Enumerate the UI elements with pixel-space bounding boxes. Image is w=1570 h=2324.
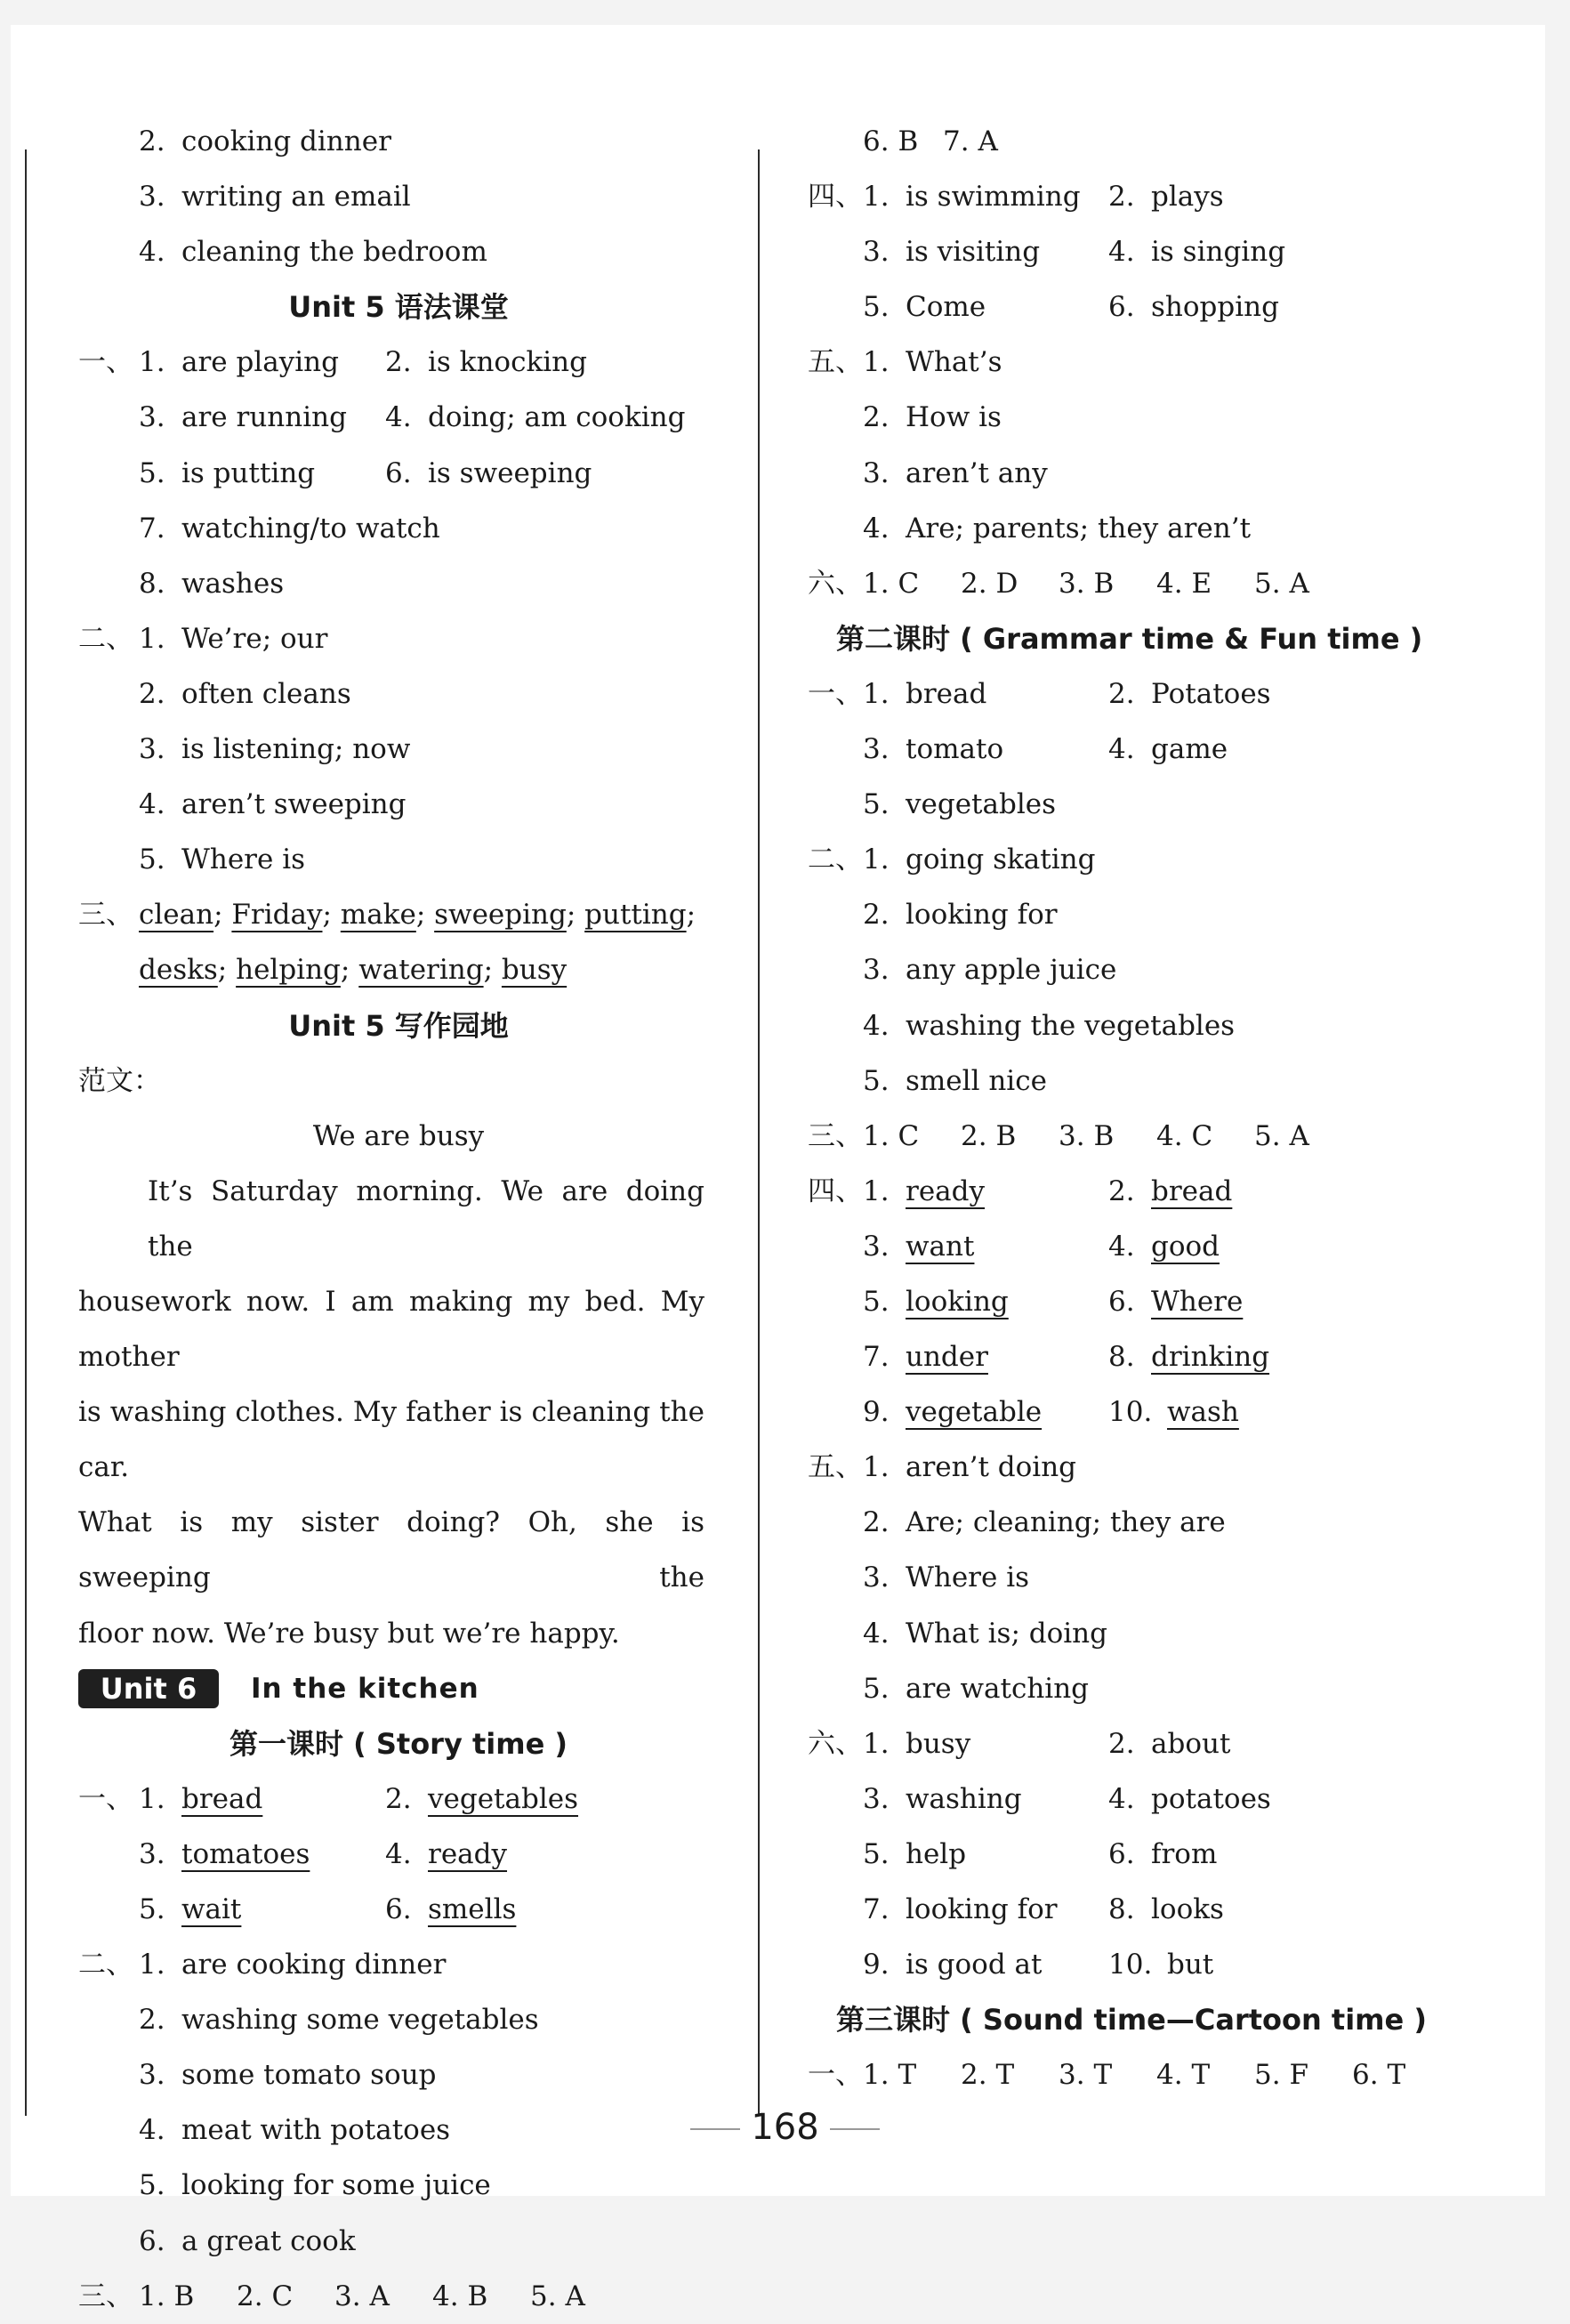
answer-line: 六、 1. busy 2. about	[808, 1727, 1231, 1760]
answer-line: 4. Are; parents; they aren’t	[863, 512, 1252, 545]
answer-line: 六、 1. C 2. D 3. B 4. E 5. A	[808, 567, 1309, 600]
answer-line: 2. How is	[863, 401, 1002, 434]
answer-line: 3. is visiting 4. is singing	[863, 236, 1286, 269]
answer-line: 8. washes	[139, 567, 285, 600]
answer-line: 一、 1. bread 2. Potatoes	[808, 677, 1271, 710]
right-column	[808, 114, 1537, 2102]
answer-line: 5. wait 6. smells	[139, 1893, 517, 1925]
answer-line: 5. help 6. from	[863, 1837, 1218, 1870]
answer-line: 7. watching/to watch	[139, 512, 440, 545]
answer-line: 3. tomatoes 4. ready	[139, 1837, 508, 1870]
section-heading: Unit 5 写作园地	[288, 1008, 509, 1043]
answer-line: 三、 clean; Friday; make; sweeping; putting;	[78, 899, 696, 932]
answer-line: 2. Are; cleaning; they are	[863, 1506, 1226, 1539]
answer-line: 9. is good at 10. but	[863, 1949, 1214, 1981]
answer-line: 3. washing 4. potatoes	[863, 1782, 1271, 1815]
section-heading: 第一课时 ( Story time )	[229, 1726, 568, 1761]
answer-line: 5. is putting 6. is sweeping	[139, 456, 592, 489]
left-margin-rule	[25, 149, 27, 2116]
answer-line: 7. under 8. drinking	[863, 1341, 1270, 1374]
answer-line: 四、 1. is swimming 2. plays	[808, 181, 1224, 214]
answer-line: 三、 1. C 2. B 3. B 4. C 5. A	[808, 1119, 1309, 1152]
answer-line: 5. Where is	[139, 843, 306, 876]
answer-line: 一、 1. T 2. T 3. T 4. T 5. F 6. T	[808, 2059, 1406, 2092]
answer-line: 5. Come 6. shopping	[863, 291, 1279, 324]
answer-line: 4. washing the vegetables	[863, 1009, 1236, 1042]
answer-line: 6. a great cook	[139, 2224, 356, 2257]
answer-line: 四、 1. ready 2. bread	[808, 1174, 1233, 1207]
answer-line: 5. vegetables	[863, 788, 1057, 821]
essay-line: It’s Saturday morning. We are doing the	[148, 1174, 704, 1263]
answer-line: 4. aren’t sweeping	[139, 788, 407, 821]
essay-line: housework now. I am making my bed. My mother	[78, 1285, 704, 1374]
answer-line: 4. What is; doing	[863, 1617, 1107, 1650]
answer-line: 五、 1. aren’t doing	[808, 1451, 1077, 1484]
model-essay-label: 范文：	[78, 1064, 161, 1097]
answer-line: 3. any apple juice	[863, 954, 1117, 987]
answer-line: 2. often cleans	[139, 677, 351, 710]
answer-line: 3. aren’t any	[863, 456, 1048, 489]
essay-line: What is my sister doing? Oh, she is sweeping the	[78, 1506, 704, 1594]
answer-line: 五、 1. What’s	[808, 346, 1002, 379]
answer-line: 2. washing some vegetables	[139, 2004, 539, 2037]
left-column	[78, 114, 719, 2324]
answer-line: 7. looking for 8. looks	[863, 1893, 1224, 1925]
unit-header	[78, 1661, 719, 1716]
section-heading: 第三课时 ( Sound time—Cartoon time )	[836, 2003, 1427, 2038]
answer-line: 3. some tomato soup	[139, 2059, 437, 2092]
answer-line: 一、 1. bread 2. vegetables	[78, 1782, 579, 1815]
essay-line: floor now. We’re busy but we’re happy.	[78, 1617, 620, 1650]
answer-line: 2. looking for	[863, 899, 1058, 932]
column-divider	[758, 149, 760, 2116]
answer-line: 3. is listening; now	[139, 733, 411, 766]
page-number: 168	[0, 2107, 1570, 2148]
answer-line: desks; helping; watering; busy	[139, 954, 568, 987]
essay-line: is washing clothes. My father is cleaning the car.	[78, 1396, 704, 1484]
answer-line: 5. are watching	[863, 1672, 1090, 1705]
answer-line: 5. looking for some juice	[139, 2169, 491, 2202]
section-heading: Unit 5 语法课堂	[288, 290, 509, 325]
answer-line: 9. vegetable 10. wash	[863, 1396, 1239, 1429]
essay-title: We are busy	[312, 1119, 485, 1152]
answer-line: 三、 1. B 2. C 3. A 4. B 5. A	[78, 2280, 585, 2312]
answer-line: 4. cleaning the bedroom	[139, 236, 487, 269]
answer-line: 4. meat with potatoes	[139, 2114, 451, 2147]
answer-line: 3. Where is	[863, 1561, 1030, 1594]
answer-line: 2. cooking dinner	[139, 125, 391, 157]
answer-line: 二、 1. going skating	[808, 843, 1096, 876]
section-heading: 第二课时 ( Grammar time & Fun time )	[836, 621, 1423, 656]
answer-line: 3. tomato 4. game	[863, 733, 1228, 766]
unit-badge: Unit 6	[78, 1669, 219, 1708]
answer-line: 5. looking 6. Where	[863, 1285, 1244, 1318]
answer-line: 二、 1. We’re; our	[78, 622, 328, 655]
answer-line: 3. are running 4. doing; am cooking	[139, 401, 686, 434]
answer-line: 3. want 4. good	[863, 1230, 1220, 1263]
answer-line: 3. writing an email	[139, 181, 411, 214]
unit-title: In the kitchen	[251, 1672, 479, 1705]
answer-line: 一、 1. are playing 2. is knocking	[78, 346, 587, 379]
answer-line: 5. smell nice	[863, 1064, 1047, 1097]
answer-line: 6. B 7. A	[863, 125, 998, 157]
answer-line: 二、 1. are cooking dinner	[78, 1949, 447, 1981]
